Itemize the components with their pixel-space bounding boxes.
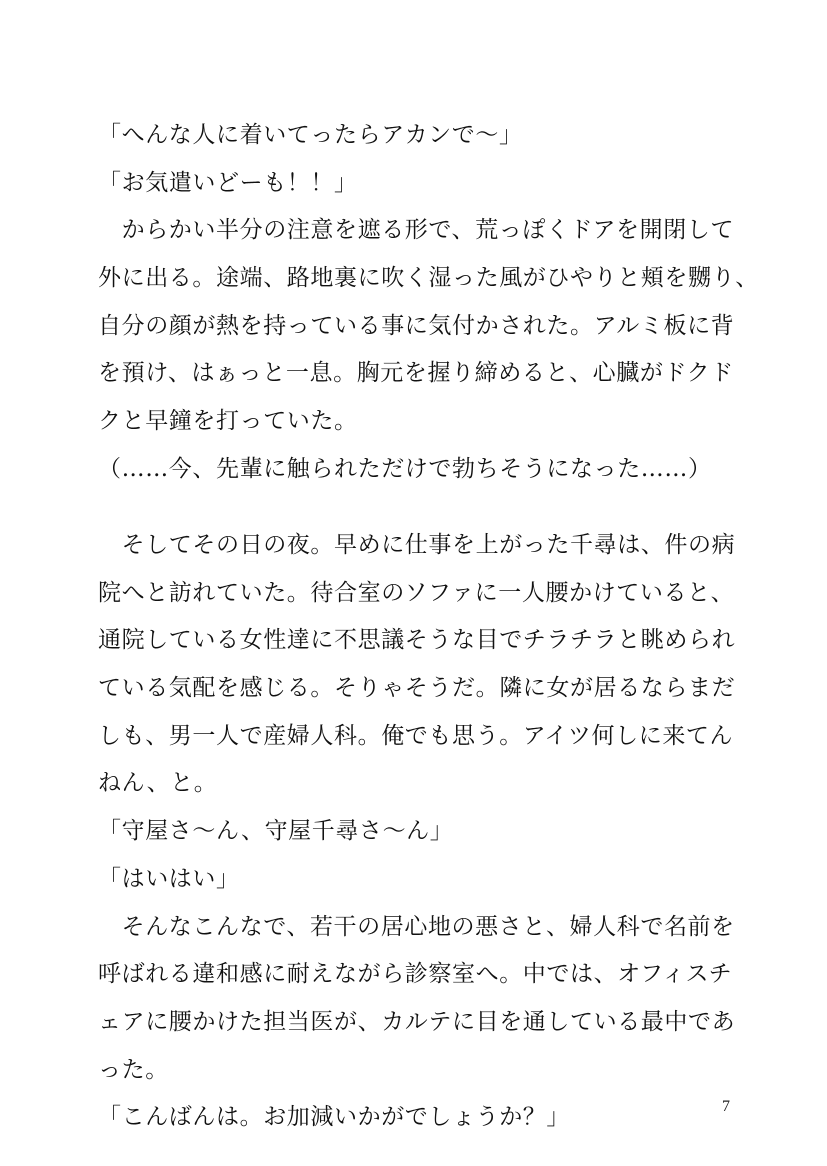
text-section-1	[98, 112, 759, 494]
text-line: 「へんな人に着いてったらアカンで～」	[98, 122, 523, 148]
text-line: を預け、はぁっと一息。胸元を握り締めると、心臓がドクド	[98, 360, 734, 387]
text-line: 「こんばんは。お加減いかがでしょうか？」	[98, 1104, 570, 1131]
text-line: からかい半分の注意を遮る形で、荒っぽくドアを開閉して	[98, 217, 735, 244]
text-line: ねん、と。	[98, 770, 218, 797]
text-line: しも、男一人で産婦人科。俺でも思う。アイツ何しに来てん	[98, 722, 734, 749]
text-line: 「お気遣いどーも！！」	[98, 169, 358, 196]
text-line: 自分の顔が熱を持っている事に気付かされた。アルミ板に背	[98, 312, 735, 339]
text-line: そんなこんなで、若干の居心地の悪さと、婦人科で名前を	[98, 913, 735, 940]
text-line: 「はいはい」	[98, 865, 240, 892]
text-line: 呼ばれる違和感に耐えながら診察室へ。中では、オフィスチ	[98, 961, 733, 988]
text-line: ている気配を感じる。そりゃそうだ。隣に女が居るならまだ	[98, 675, 736, 702]
text-line: 通院している女性達に不思議そうな目でチラチラと眺められ	[98, 627, 736, 654]
text-line: ェアに腰かけた担当医が、カルテに目を通している最中であ	[98, 1008, 736, 1035]
text-line: クと早鐘を打っていた。	[98, 408, 358, 435]
text-section-2	[98, 522, 748, 1142]
text-line: 外に出る。途端、路地裏に吹く湿った風がひやりと頬を嬲り、	[98, 265, 759, 292]
text-line: 院へと訪れていた。待合室のソファに一人腰かけていると、	[98, 579, 735, 606]
text-line: （……今、先輩に触られただけで勃ちそうになった……）	[98, 455, 712, 482]
text-line: 「守屋さ～ん、守屋千尋さ～ん」	[98, 818, 454, 845]
text-line: そしてその日の夜。早めに仕事を上がった千尋は、件の病	[98, 532, 736, 558]
text-line: った。	[98, 1056, 169, 1083]
page-number: 7	[722, 1098, 730, 1115]
